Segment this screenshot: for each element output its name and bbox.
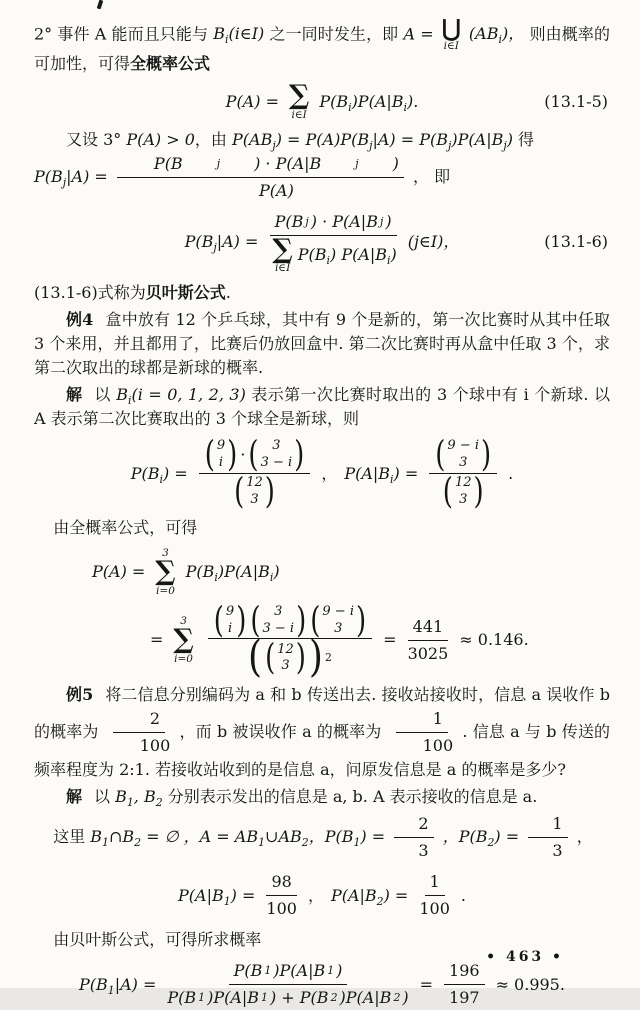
eq6-lhs: $P(B_1|A)$ = (79, 974, 157, 998)
bayes-result-fraction (167, 959, 408, 1010)
fraction-denominator: P(B 1 )P(A|B 1 ) + P(B 2 )P(A|B 2 ) (167, 988, 409, 1008)
bayes-fraction (269, 210, 396, 275)
example-4-label: 例4 (66, 310, 94, 330)
pabi-fraction (429, 434, 497, 513)
p2-text-2: ，由 (194, 129, 233, 149)
binomial-9mi-3 (435, 434, 492, 476)
p6-text: 由贝叶斯公式，可得所求概率 (53, 930, 262, 950)
bayes-formula-term: 贝叶斯公式 (145, 283, 226, 303)
eq1-rhs: $P(B_i)P(A|B_i)$. (319, 91, 419, 114)
left-paren: ( (248, 633, 263, 683)
eq4-line-1 (34, 547, 610, 597)
equals-sign: = (150, 630, 164, 650)
right-paren: ) (295, 638, 306, 679)
binom-bottom: i (227, 620, 233, 636)
equation-pa-sum (34, 546, 610, 683)
sigma-upper-limit: 3 (180, 615, 187, 628)
fraction-numerator: 2 (113, 707, 165, 733)
intro-text-2: 之一同时发生，即 (264, 24, 404, 44)
right-paren: ) (227, 434, 238, 476)
pabi-numerator (429, 434, 497, 476)
fraction-denominator: 100 (419, 899, 450, 919)
union-icon: ⋃ (441, 15, 461, 42)
right-paren: ) (296, 600, 307, 641)
union-operator (441, 15, 461, 52)
fraction-numerator: 1 (396, 707, 448, 733)
p2-math-chain: $P(AB_j) = P(A)P(B_j|A) = P(B_j)P(A|B_j)$ (232, 129, 513, 152)
sigma-icon: ∑ (173, 624, 194, 656)
intro-term-total-probability: 全概率公式 (130, 53, 211, 73)
left-paren: ( (310, 600, 321, 641)
intro-math-abi: $(AB_i)$， (468, 24, 525, 47)
eq3-lhs-1: $P(B_i)$ = (130, 463, 188, 486)
p5-math-2: ，$P(B_2)$ = (442, 827, 520, 850)
scan-artifact (97, 0, 104, 9)
intro-math-a-eq: A = (403, 24, 434, 44)
sum-term-fraction (208, 600, 372, 683)
eq5-period: . (460, 885, 466, 905)
fraction-98-100 (266, 870, 297, 921)
ex5-text-2: ，而 b 被误收作 a 的概率为 (179, 722, 382, 742)
bayes-fraction-numerator: P(B j ) · P(A|B j ) (270, 210, 397, 236)
binomial-12-3 (265, 638, 306, 679)
p4-text: 由全概率公式，可得 (53, 517, 198, 537)
eq5-lhs-1: $P(A|B_1)$ = (178, 885, 256, 909)
sigma-lower-limit: i=0 (156, 584, 175, 597)
example-4-paragraph (34, 308, 610, 380)
right-paren: ) (356, 600, 367, 641)
pbi-numerator (199, 434, 311, 476)
union-limit: i∈I (443, 39, 459, 52)
fraction-denominator: 3 (418, 841, 429, 861)
binom-bottom: 3 − i (262, 620, 295, 636)
binom-top: 9 − i (322, 603, 354, 619)
fraction-denominator: 3 (552, 841, 563, 861)
total-probability-lead (34, 516, 610, 540)
eq2-den-terms: $P(B_i)$ $P(A|B_i)$ (297, 245, 397, 268)
right-paren: ) (264, 471, 275, 513)
bayes-fraction-denominator (269, 233, 397, 275)
p2-text-1: 又设 3° (66, 129, 127, 149)
p3-text-1: (13.1-6)式称为 (34, 283, 146, 303)
pabi-denominator (442, 471, 485, 513)
sigma-icon: ∑ (288, 79, 310, 111)
ex5-sol-text-2: 分别表示发出的信息是 a, b. A 表示接收的信息是 a. (162, 787, 538, 807)
equals-sign: = (419, 974, 434, 994)
binom-top: 9 (216, 438, 226, 454)
inline-fraction-2-3 (394, 812, 433, 863)
ex5-text-3: . 信息 a 与 b 传送的频率程度为 2:1. 若接收站收到的是信息 a，问原发信息是 a 的概率是多少? (34, 722, 610, 780)
eq3-separator: ， (321, 463, 338, 483)
binomial-3-3mi (248, 434, 305, 476)
sigma-limit: i∈I (291, 108, 307, 121)
binom-top: 12 (277, 641, 294, 657)
binom-top: 12 (246, 475, 263, 491)
binom-bottom: i (218, 455, 224, 471)
sigma-icon: ∑ (272, 233, 293, 265)
equation-conditional-probs (34, 870, 610, 921)
binom-bottom: 3 (281, 658, 290, 674)
left-paren: ( (435, 434, 446, 476)
binomial-9-i (213, 600, 247, 641)
fraction-196-197 (444, 959, 485, 1010)
result-fraction (408, 615, 449, 666)
approx-result: ≈ 0.995. (495, 974, 565, 994)
result-numerator: 441 (408, 615, 449, 641)
page-number: • 463 • (486, 949, 564, 965)
pbi-denominator (233, 471, 276, 513)
sigma-operator (173, 615, 193, 665)
sigma-upper-limit: 3 (162, 546, 169, 559)
eq3-lhs-2: $P(A|B_i)$ = (344, 463, 419, 486)
ex4-sol-text-1: 以 (94, 385, 117, 405)
left-paren: ( (265, 638, 276, 679)
fraction-numerator: 2 (394, 812, 433, 838)
eq4-lhs: P(A) = (92, 561, 146, 581)
right-paren: ) (308, 633, 323, 683)
left-paren: ( (248, 434, 259, 476)
binom-top: 3 (272, 438, 281, 454)
inline-fraction (117, 152, 404, 203)
approx-result: ≈ 0.146. (459, 630, 529, 650)
fraction-numerator: 196 (444, 959, 485, 985)
left-paren: ( (234, 471, 245, 513)
fraction-numerator: P(B j ) · P(A|B j ) (117, 152, 404, 178)
right-paren: ) (473, 471, 484, 513)
sum-term-denominator: ( ( 12 3 ) ) 2 (248, 633, 332, 683)
binom-bottom: 3 (250, 491, 259, 507)
fraction-denominator: 197 (449, 988, 480, 1008)
fraction-numerator: 98 (266, 870, 296, 896)
binom-top: 9 − i (447, 438, 480, 454)
bayes-derivation-paragraph (34, 128, 610, 203)
p2-text-4: ， 即 (413, 166, 451, 186)
equation-pbi-pabi (34, 434, 610, 513)
example-4-body: 盒中放有 12 个乒乓球，其中有 9 个是新的，第一次比赛时从其中任取 3 个来用，并且都用了，比赛后仍放回盒中. 第二次比赛时再从盒中任取 3 个，求第二次取出的球都是新球的概率. (34, 310, 610, 378)
fraction-numerator: P(B 1 )P(A|B 1 ) (229, 959, 348, 985)
ex5-text-1: 将二信息分别编码为 a 和 b 传送出去. 接收站接收时，信息 a 误收作 b 的概率为 (34, 685, 610, 742)
binom-bottom: 3 − i (260, 455, 293, 471)
example-5-solution (34, 785, 610, 809)
equation-13-1-6 (34, 210, 610, 275)
equation-tag-13-1-6: (13.1-6) (544, 231, 608, 251)
fraction-denominator: 100 (266, 899, 297, 919)
intro-math-bi: $B_i(i\in I)$ (213, 24, 265, 47)
binom-top: 9 (225, 603, 235, 619)
binom-top: 12 (454, 475, 472, 491)
eq4-line-2 (34, 600, 610, 683)
pbi-fraction (199, 434, 311, 513)
binomial-12-3 (442, 471, 484, 513)
inline-fraction-1-3 (528, 812, 567, 863)
fraction-1-100 (419, 870, 450, 921)
equation-tag-13-1-5: (13.1-5) (544, 91, 608, 111)
fraction-denominator: 100 (139, 736, 171, 756)
sigma-limit: i∈I (274, 262, 291, 275)
binom-bottom: 3 (334, 620, 343, 636)
binomial-12-3 (234, 471, 275, 513)
left-paren: ( (204, 434, 215, 476)
p2-text-3: 得 (512, 129, 535, 149)
binomial-9-i (204, 434, 238, 476)
binom-bottom: 3 (459, 491, 468, 507)
p5-text-2: ， (576, 827, 593, 847)
intro-paragraph (34, 15, 610, 76)
example-4-solution (34, 383, 610, 431)
binom-bottom: 3 (459, 455, 468, 471)
sigma-icon: ∑ (155, 555, 176, 587)
eq2-condition: (j∈I)， (407, 231, 460, 251)
p5-text-1: 这里 (53, 827, 91, 847)
ex5-sol-math: $B_1$, $B_2$ (115, 787, 163, 810)
p2-math-lhs: $P(B_j|A)$ = (34, 166, 108, 189)
fraction-denominator: 100 (422, 736, 454, 756)
fraction-numerator: 1 (528, 812, 567, 838)
intro-text-3: 则由概率的可加性，可得 (34, 24, 610, 73)
ex4-sol-text-2: 表示第一次比赛时取出的 3 个球中有 i 个新球. 以 A 表示第二次比赛取出的 3 个球全是新球，则 (34, 385, 610, 429)
example-5-label: 例5 (66, 685, 94, 705)
intro-text-1: 2° 事件 A 能而且只能与 (34, 24, 214, 44)
left-paren: ( (250, 600, 261, 641)
sigma-operator (155, 547, 175, 597)
p3-text-2: . (225, 283, 231, 303)
ex4-sol-math: $B_i(i = 0$, 1, 2, 3) (116, 385, 246, 408)
ex5-sol-text-1: 以 (94, 787, 116, 807)
right-paren: ) (294, 434, 305, 476)
binom-top: 3 (274, 603, 283, 619)
eq1-lhs: P(A) = (225, 91, 279, 111)
fraction-numerator: 1 (425, 870, 445, 896)
dot-operator: · (240, 445, 246, 465)
sigma-lower-limit: i=0 (174, 652, 193, 665)
setup-line (34, 812, 610, 863)
inline-fraction-1-100 (391, 707, 454, 758)
sigma-operator (288, 79, 310, 121)
eq5-lhs-2: $P(A|B_2)$ = (330, 885, 409, 909)
right-paren: ) (236, 600, 247, 641)
left-paren: ( (442, 471, 453, 513)
left-paren: ( (213, 600, 224, 641)
eq3-period: . (508, 463, 514, 483)
bayes-name-paragraph (34, 281, 610, 305)
sum-term-numerator (208, 600, 372, 641)
solution-label: 解 (66, 385, 83, 405)
fraction-denominator: P(A) (259, 180, 294, 200)
right-paren: ) (481, 434, 492, 476)
example-5-paragraph (34, 683, 610, 782)
inline-fraction-2-100 (108, 707, 171, 758)
eq2-lhs: $P(B_j|A)$ = (184, 231, 259, 255)
p5-math-1: $B_1\cap B_2$ = ∅ ，$A = AB_1\cup AB_2$，$P(B_1)$ = (90, 827, 386, 850)
p2-math-pa: P(A) > 0 (126, 129, 195, 149)
result-denominator: 3025 (407, 643, 449, 663)
eq4-rhs: $P(B_i)P(A|B_i)$ (185, 561, 280, 584)
sigma-operator (272, 233, 293, 275)
equation-13-1-5 (34, 79, 610, 121)
solution-label: 解 (66, 787, 83, 807)
eq5-separator: ， (307, 885, 324, 905)
equals-sign: = (383, 630, 397, 650)
